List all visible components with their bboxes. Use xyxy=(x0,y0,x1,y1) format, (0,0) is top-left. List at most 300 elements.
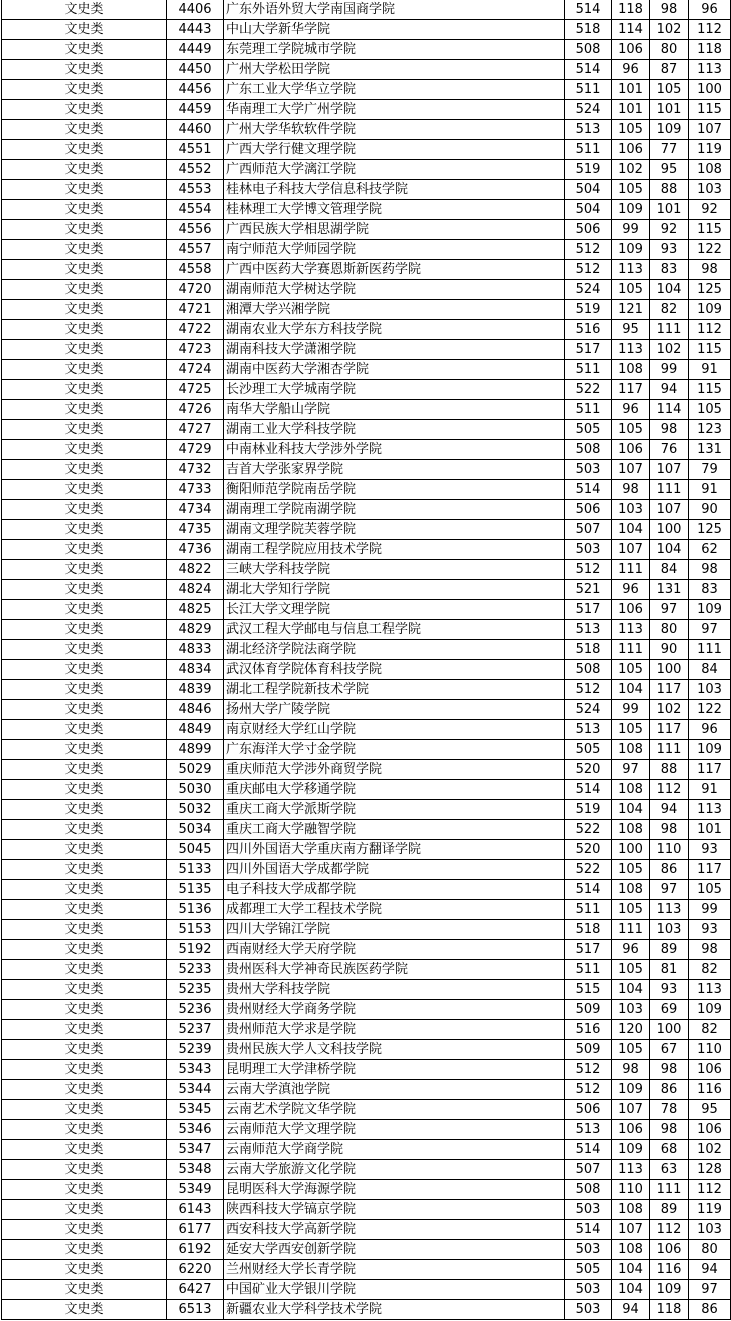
table-row xyxy=(2,1220,731,1240)
category-cell: 文史类 xyxy=(2,1180,167,1200)
code-cell: 4899 xyxy=(167,740,224,760)
total-score-cell: 509 xyxy=(565,1000,612,1020)
total-score-cell: 511 xyxy=(565,400,612,420)
category-cell: 文史类 xyxy=(2,820,167,840)
score-a-cell: 108 xyxy=(612,880,650,900)
code-cell: 5034 xyxy=(167,820,224,840)
score-b-cell: 94 xyxy=(650,380,689,400)
score-b-cell: 110 xyxy=(650,840,689,860)
category-cell: 文史类 xyxy=(2,920,167,940)
total-score-cell: 524 xyxy=(565,280,612,300)
college-name-cell: 湖南理工学院南湖学院 xyxy=(224,500,565,520)
college-name-cell: 华南理工大学广州学院 xyxy=(224,100,565,120)
score-b-cell: 80 xyxy=(650,620,689,640)
table-row xyxy=(2,1120,731,1140)
score-c-cell: 97 xyxy=(689,620,731,640)
code-cell: 4721 xyxy=(167,300,224,320)
score-a-cell: 94 xyxy=(612,1300,650,1320)
table-row xyxy=(2,480,731,500)
score-c-cell: 100 xyxy=(689,80,731,100)
table-row xyxy=(2,1100,731,1120)
total-score-cell: 512 xyxy=(565,680,612,700)
table-row xyxy=(2,600,731,620)
score-c-cell: 99 xyxy=(689,900,731,920)
table-row xyxy=(2,140,731,160)
score-b-cell: 101 xyxy=(650,100,689,120)
score-a-cell: 98 xyxy=(612,480,650,500)
score-b-cell: 98 xyxy=(650,1120,689,1140)
table-row xyxy=(2,1240,731,1260)
college-name-cell: 吉首大学张家界学院 xyxy=(224,460,565,480)
college-name-cell: 昆明理工大学津桥学院 xyxy=(224,1060,565,1080)
code-cell: 4460 xyxy=(167,120,224,140)
table-row xyxy=(2,860,731,880)
code-cell: 5029 xyxy=(167,760,224,780)
category-cell: 文史类 xyxy=(2,1020,167,1040)
score-b-cell: 87 xyxy=(650,60,689,80)
score-b-cell: 114 xyxy=(650,400,689,420)
college-name-cell: 南京财经大学红山学院 xyxy=(224,720,565,740)
category-cell: 文史类 xyxy=(2,460,167,480)
score-a-cell: 105 xyxy=(612,1040,650,1060)
score-c-cell: 107 xyxy=(689,120,731,140)
code-cell: 4733 xyxy=(167,480,224,500)
table-row xyxy=(2,1160,731,1180)
college-name-cell: 云南师范大学商学院 xyxy=(224,1140,565,1160)
score-b-cell: 90 xyxy=(650,640,689,660)
code-cell: 4727 xyxy=(167,420,224,440)
table-row xyxy=(2,340,731,360)
score-b-cell: 82 xyxy=(650,300,689,320)
table-row xyxy=(2,0,731,20)
score-c-cell: 115 xyxy=(689,220,731,240)
college-name-cell: 新疆农业大学科学技术学院 xyxy=(224,1300,565,1320)
total-score-cell: 508 xyxy=(565,1180,612,1200)
code-cell: 5045 xyxy=(167,840,224,860)
category-cell: 文史类 xyxy=(2,620,167,640)
score-table xyxy=(1,0,731,1320)
category-cell: 文史类 xyxy=(2,960,167,980)
code-cell: 4556 xyxy=(167,220,224,240)
score-c-cell: 113 xyxy=(689,980,731,1000)
category-cell: 文史类 xyxy=(2,260,167,280)
code-cell: 4825 xyxy=(167,600,224,620)
score-b-cell: 116 xyxy=(650,1260,689,1280)
code-cell: 4553 xyxy=(167,180,224,200)
score-a-cell: 120 xyxy=(612,1020,650,1040)
score-a-cell: 113 xyxy=(612,340,650,360)
college-name-cell: 广州大学华软软件学院 xyxy=(224,120,565,140)
code-cell: 4720 xyxy=(167,280,224,300)
score-c-cell: 112 xyxy=(689,320,731,340)
category-cell: 文史类 xyxy=(2,280,167,300)
table-row xyxy=(2,1140,731,1160)
code-cell: 4726 xyxy=(167,400,224,420)
score-a-cell: 104 xyxy=(612,680,650,700)
score-b-cell: 104 xyxy=(650,280,689,300)
code-cell: 4734 xyxy=(167,500,224,520)
score-c-cell: 80 xyxy=(689,1240,731,1260)
code-cell: 5345 xyxy=(167,1100,224,1120)
table-row xyxy=(2,620,731,640)
code-cell: 6143 xyxy=(167,1200,224,1220)
category-cell: 文史类 xyxy=(2,1300,167,1320)
total-score-cell: 504 xyxy=(565,200,612,220)
total-score-cell: 514 xyxy=(565,780,612,800)
category-cell: 文史类 xyxy=(2,1280,167,1300)
category-cell: 文史类 xyxy=(2,700,167,720)
table-row xyxy=(2,320,731,340)
total-score-cell: 508 xyxy=(565,40,612,60)
college-name-cell: 云南大学旅游文化学院 xyxy=(224,1160,565,1180)
total-score-cell: 505 xyxy=(565,420,612,440)
category-cell: 文史类 xyxy=(2,640,167,660)
table-row xyxy=(2,1200,731,1220)
college-name-cell: 三峡大学科技学院 xyxy=(224,560,565,580)
college-name-cell: 四川大学锦江学院 xyxy=(224,920,565,940)
total-score-cell: 522 xyxy=(565,820,612,840)
code-cell: 4829 xyxy=(167,620,224,640)
score-c-cell: 125 xyxy=(689,280,731,300)
table-row xyxy=(2,1060,731,1080)
score-a-cell: 104 xyxy=(612,1260,650,1280)
table-row xyxy=(2,300,731,320)
category-cell: 文史类 xyxy=(2,980,167,1000)
category-cell: 文史类 xyxy=(2,900,167,920)
score-b-cell: 118 xyxy=(650,1300,689,1320)
college-name-cell: 湖北经济学院法商学院 xyxy=(224,640,565,660)
code-cell: 4846 xyxy=(167,700,224,720)
college-name-cell: 衡阳师范学院南岳学院 xyxy=(224,480,565,500)
score-c-cell: 90 xyxy=(689,500,731,520)
table-row xyxy=(2,760,731,780)
college-name-cell: 西南财经大学天府学院 xyxy=(224,940,565,960)
score-c-cell: 109 xyxy=(689,740,731,760)
code-cell: 4732 xyxy=(167,460,224,480)
category-cell: 文史类 xyxy=(2,580,167,600)
table-row xyxy=(2,160,731,180)
score-c-cell: 106 xyxy=(689,1060,731,1080)
score-a-cell: 101 xyxy=(612,100,650,120)
score-c-cell: 117 xyxy=(689,760,731,780)
table-row xyxy=(2,260,731,280)
table-row xyxy=(2,560,731,580)
total-score-cell: 518 xyxy=(565,20,612,40)
code-cell: 5233 xyxy=(167,960,224,980)
college-name-cell: 重庆工商大学派斯学院 xyxy=(224,800,565,820)
table-row xyxy=(2,840,731,860)
score-c-cell: 113 xyxy=(689,60,731,80)
total-score-cell: 503 xyxy=(565,460,612,480)
score-a-cell: 109 xyxy=(612,1080,650,1100)
table-row xyxy=(2,1000,731,1020)
table-row xyxy=(2,960,731,980)
score-a-cell: 101 xyxy=(612,80,650,100)
score-c-cell: 112 xyxy=(689,20,731,40)
score-a-cell: 104 xyxy=(612,980,650,1000)
score-c-cell: 111 xyxy=(689,640,731,660)
total-score-cell: 511 xyxy=(565,80,612,100)
college-name-cell: 重庆邮电大学移通学院 xyxy=(224,780,565,800)
score-a-cell: 102 xyxy=(612,160,650,180)
score-a-cell: 108 xyxy=(612,1240,650,1260)
category-cell: 文史类 xyxy=(2,660,167,680)
table-row xyxy=(2,440,731,460)
code-cell: 5237 xyxy=(167,1020,224,1040)
score-b-cell: 94 xyxy=(650,800,689,820)
code-cell: 6220 xyxy=(167,1260,224,1280)
score-b-cell: 98 xyxy=(650,0,689,20)
total-score-cell: 520 xyxy=(565,840,612,860)
table-row xyxy=(2,680,731,700)
score-b-cell: 86 xyxy=(650,1080,689,1100)
code-cell: 4833 xyxy=(167,640,224,660)
score-c-cell: 110 xyxy=(689,1040,731,1060)
category-cell: 文史类 xyxy=(2,1160,167,1180)
category-cell: 文史类 xyxy=(2,1060,167,1080)
code-cell: 5135 xyxy=(167,880,224,900)
college-name-cell: 重庆工商大学融智学院 xyxy=(224,820,565,840)
score-b-cell: 104 xyxy=(650,540,689,560)
total-score-cell: 524 xyxy=(565,100,612,120)
table-row xyxy=(2,880,731,900)
total-score-cell: 506 xyxy=(565,1100,612,1120)
college-name-cell: 长江大学文理学院 xyxy=(224,600,565,620)
code-cell: 5348 xyxy=(167,1160,224,1180)
code-cell: 4724 xyxy=(167,360,224,380)
college-name-cell: 广西中医药大学赛恩斯新医药学院 xyxy=(224,260,565,280)
code-cell: 5347 xyxy=(167,1140,224,1160)
score-c-cell: 84 xyxy=(689,660,731,680)
college-name-cell: 贵州大学科技学院 xyxy=(224,980,565,1000)
score-c-cell: 91 xyxy=(689,360,731,380)
score-c-cell: 101 xyxy=(689,820,731,840)
score-b-cell: 89 xyxy=(650,1200,689,1220)
score-b-cell: 106 xyxy=(650,1240,689,1260)
category-cell: 文史类 xyxy=(2,720,167,740)
score-b-cell: 103 xyxy=(650,920,689,940)
college-name-cell: 广东工业大学华立学院 xyxy=(224,80,565,100)
score-b-cell: 107 xyxy=(650,500,689,520)
score-c-cell: 93 xyxy=(689,920,731,940)
score-a-cell: 105 xyxy=(612,720,650,740)
college-name-cell: 兰州财经大学长青学院 xyxy=(224,1260,565,1280)
score-c-cell: 95 xyxy=(689,1100,731,1120)
college-name-cell: 东莞理工学院城市学院 xyxy=(224,40,565,60)
category-cell: 文史类 xyxy=(2,440,167,460)
table-row xyxy=(2,1020,731,1040)
score-c-cell: 103 xyxy=(689,180,731,200)
score-a-cell: 106 xyxy=(612,600,650,620)
code-cell: 5136 xyxy=(167,900,224,920)
category-cell: 文史类 xyxy=(2,120,167,140)
table-row xyxy=(2,360,731,380)
score-b-cell: 100 xyxy=(650,660,689,680)
score-c-cell: 86 xyxy=(689,1300,731,1320)
category-cell: 文史类 xyxy=(2,560,167,580)
college-name-cell: 广州大学松田学院 xyxy=(224,60,565,80)
score-c-cell: 115 xyxy=(689,380,731,400)
college-name-cell: 湖南中医药大学湘杏学院 xyxy=(224,360,565,380)
table-row xyxy=(2,380,731,400)
score-a-cell: 111 xyxy=(612,920,650,940)
category-cell: 文史类 xyxy=(2,1040,167,1060)
score-c-cell: 82 xyxy=(689,960,731,980)
college-name-cell: 广西民族大学相思湖学院 xyxy=(224,220,565,240)
score-b-cell: 98 xyxy=(650,820,689,840)
code-cell: 4723 xyxy=(167,340,224,360)
table-row xyxy=(2,1080,731,1100)
score-c-cell: 123 xyxy=(689,420,731,440)
table-row xyxy=(2,720,731,740)
score-a-cell: 118 xyxy=(612,0,650,20)
score-a-cell: 107 xyxy=(612,460,650,480)
score-a-cell: 113 xyxy=(612,260,650,280)
score-a-cell: 105 xyxy=(612,900,650,920)
score-b-cell: 111 xyxy=(650,480,689,500)
total-score-cell: 513 xyxy=(565,620,612,640)
score-b-cell: 83 xyxy=(650,260,689,280)
score-b-cell: 92 xyxy=(650,220,689,240)
table-row xyxy=(2,740,731,760)
category-cell: 文史类 xyxy=(2,1000,167,1020)
score-b-cell: 100 xyxy=(650,520,689,540)
table-row xyxy=(2,240,731,260)
code-cell: 4443 xyxy=(167,20,224,40)
code-cell: 4449 xyxy=(167,40,224,60)
score-a-cell: 109 xyxy=(612,240,650,260)
total-score-cell: 503 xyxy=(565,1280,612,1300)
category-cell: 文史类 xyxy=(2,1080,167,1100)
college-name-cell: 广西大学行健文理学院 xyxy=(224,140,565,160)
college-name-cell: 贵州师范大学求是学院 xyxy=(224,1020,565,1040)
score-a-cell: 105 xyxy=(612,180,650,200)
code-cell: 5153 xyxy=(167,920,224,940)
college-name-cell: 电子科技大学成都学院 xyxy=(224,880,565,900)
table-row xyxy=(2,420,731,440)
score-c-cell: 118 xyxy=(689,40,731,60)
code-cell: 5239 xyxy=(167,1040,224,1060)
score-a-cell: 104 xyxy=(612,520,650,540)
table-row xyxy=(2,1280,731,1300)
score-a-cell: 106 xyxy=(612,40,650,60)
category-cell: 文史类 xyxy=(2,880,167,900)
score-b-cell: 102 xyxy=(650,700,689,720)
total-score-cell: 515 xyxy=(565,980,612,1000)
score-b-cell: 95 xyxy=(650,160,689,180)
college-name-cell: 湖南师范大学树达学院 xyxy=(224,280,565,300)
college-name-cell: 云南师范大学文理学院 xyxy=(224,1120,565,1140)
total-score-cell: 513 xyxy=(565,720,612,740)
table-row xyxy=(2,780,731,800)
code-cell: 4725 xyxy=(167,380,224,400)
category-cell: 文史类 xyxy=(2,480,167,500)
total-score-cell: 505 xyxy=(565,740,612,760)
score-c-cell: 108 xyxy=(689,160,731,180)
score-a-cell: 100 xyxy=(612,840,650,860)
score-c-cell: 116 xyxy=(689,1080,731,1100)
score-b-cell: 101 xyxy=(650,200,689,220)
score-a-cell: 108 xyxy=(612,360,650,380)
college-name-cell: 湖南工程学院应用技术学院 xyxy=(224,540,565,560)
category-cell: 文史类 xyxy=(2,500,167,520)
score-b-cell: 112 xyxy=(650,1220,689,1240)
table-row xyxy=(2,520,731,540)
college-name-cell: 扬州大学广陵学院 xyxy=(224,700,565,720)
college-name-cell: 延安大学西安创新学院 xyxy=(224,1240,565,1260)
code-cell: 6513 xyxy=(167,1300,224,1320)
score-b-cell: 98 xyxy=(650,1060,689,1080)
score-b-cell: 84 xyxy=(650,560,689,580)
table-row xyxy=(2,220,731,240)
score-b-cell: 112 xyxy=(650,780,689,800)
table-row xyxy=(2,60,731,80)
score-a-cell: 110 xyxy=(612,1180,650,1200)
college-name-cell: 四川外国语大学成都学院 xyxy=(224,860,565,880)
code-cell: 4557 xyxy=(167,240,224,260)
category-cell: 文史类 xyxy=(2,160,167,180)
total-score-cell: 520 xyxy=(565,760,612,780)
college-name-cell: 西安科技大学高新学院 xyxy=(224,1220,565,1240)
category-cell: 文史类 xyxy=(2,80,167,100)
score-c-cell: 131 xyxy=(689,440,731,460)
score-b-cell: 100 xyxy=(650,1020,689,1040)
score-a-cell: 121 xyxy=(612,300,650,320)
category-cell: 文史类 xyxy=(2,40,167,60)
total-score-cell: 507 xyxy=(565,520,612,540)
total-score-cell: 514 xyxy=(565,0,612,20)
score-c-cell: 98 xyxy=(689,560,731,580)
score-a-cell: 106 xyxy=(612,140,650,160)
category-cell: 文史类 xyxy=(2,20,167,40)
college-name-cell: 中国矿业大学银川学院 xyxy=(224,1280,565,1300)
score-c-cell: 82 xyxy=(689,1020,731,1040)
score-a-cell: 108 xyxy=(612,1200,650,1220)
score-c-cell: 91 xyxy=(689,480,731,500)
table-row xyxy=(2,920,731,940)
score-c-cell: 105 xyxy=(689,880,731,900)
score-c-cell: 92 xyxy=(689,200,731,220)
total-score-cell: 516 xyxy=(565,1020,612,1040)
score-a-cell: 104 xyxy=(612,800,650,820)
score-b-cell: 81 xyxy=(650,960,689,980)
score-b-cell: 117 xyxy=(650,720,689,740)
score-b-cell: 93 xyxy=(650,240,689,260)
score-c-cell: 125 xyxy=(689,520,731,540)
score-c-cell: 103 xyxy=(689,1220,731,1240)
table-row xyxy=(2,200,731,220)
code-cell: 5343 xyxy=(167,1060,224,1080)
score-c-cell: 112 xyxy=(689,1180,731,1200)
score-a-cell: 105 xyxy=(612,860,650,880)
college-name-cell: 湖北大学知行学院 xyxy=(224,580,565,600)
score-b-cell: 107 xyxy=(650,460,689,480)
score-c-cell: 115 xyxy=(689,340,731,360)
score-b-cell: 76 xyxy=(650,440,689,460)
table-row xyxy=(2,500,731,520)
total-score-cell: 514 xyxy=(565,480,612,500)
category-cell: 文史类 xyxy=(2,520,167,540)
total-score-cell: 514 xyxy=(565,1220,612,1240)
category-cell: 文史类 xyxy=(2,400,167,420)
score-c-cell: 117 xyxy=(689,860,731,880)
category-cell: 文史类 xyxy=(2,680,167,700)
score-a-cell: 111 xyxy=(612,560,650,580)
code-cell: 4839 xyxy=(167,680,224,700)
table-row xyxy=(2,700,731,720)
score-b-cell: 93 xyxy=(650,980,689,1000)
score-a-cell: 107 xyxy=(612,1220,650,1240)
